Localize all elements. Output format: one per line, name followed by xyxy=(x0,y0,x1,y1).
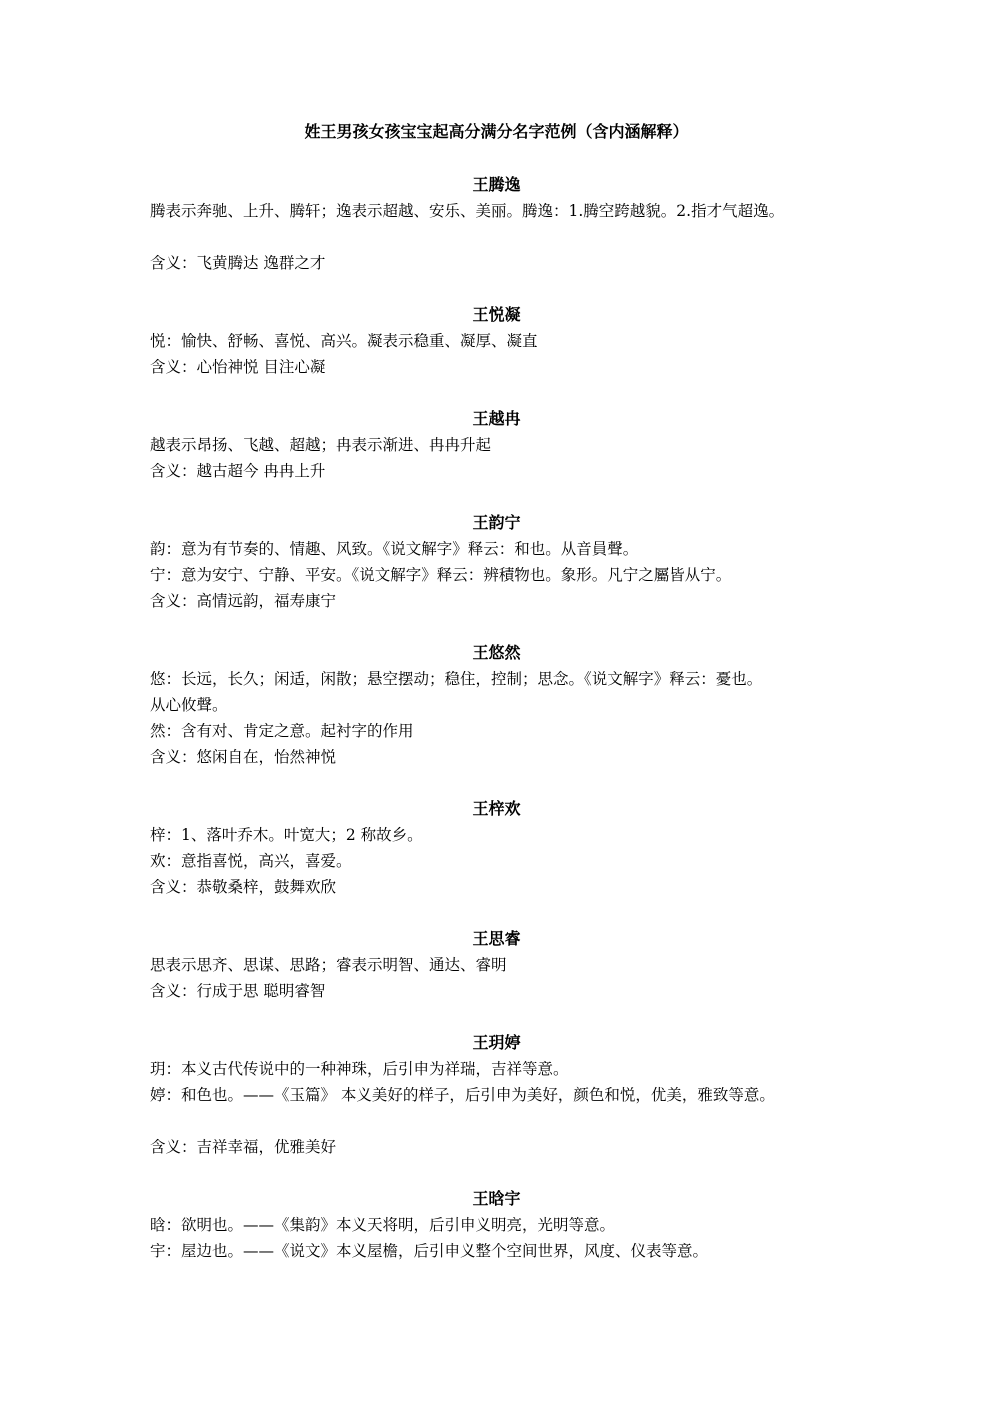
explanation-line: 然：含有对、肯定之意。起衬字的作用 xyxy=(150,722,414,740)
explanation-line: 悦：愉快、舒畅、喜悦、高兴。凝表示稳重、凝厚、凝直 xyxy=(150,332,538,350)
document-title: 姓王男孩女孩宝宝起高分满分名字范例（含内涵解释） xyxy=(304,122,689,141)
explanation-line: 晗：欲明也。——《集韵》本义天将明，后引申义明亮，光明等意。 xyxy=(150,1216,616,1234)
explanation-line: 婷：和色也。——《玉篇》 本义美好的样子，后引申为美好，颜色和悦，优美，雅致等意。 xyxy=(150,1086,775,1104)
explanation-line: 梓：1、落叶乔木。叶宽大；2 称故乡。 xyxy=(150,826,423,844)
explanation-line: 越表示昂扬、飞越、超越；冉表示渐进、冉冉升起 xyxy=(150,436,492,454)
explanation-line: 从心攸聲。 xyxy=(150,696,228,714)
name-heading: 王腾逸 xyxy=(472,175,521,194)
explanation-line: 腾表示奔驰、上升、腾轩；逸表示超越、安乐、美丽。腾逸：1.腾空跨越貌。2.指才气超逸。 xyxy=(150,202,785,220)
meaning-line: 含义：悠闲自在，怡然神悦 xyxy=(150,748,337,766)
name-heading: 王韵宁 xyxy=(472,513,521,532)
name-heading: 王越冉 xyxy=(472,409,521,428)
meaning-line: 含义：心怡神悦 目注心凝 xyxy=(150,358,326,376)
name-heading: 王梓欢 xyxy=(472,799,521,818)
name-heading: 王晗宇 xyxy=(472,1189,521,1208)
name-heading: 王思睿 xyxy=(472,929,521,948)
explanation-line: 思表示思齐、思谋、思路；睿表示明智、通达、睿明 xyxy=(150,956,507,974)
meaning-line: 含义：恭敬桑梓，鼓舞欢欣 xyxy=(150,878,337,896)
name-heading: 王悦凝 xyxy=(472,305,521,324)
explanation-line: 玥：本义古代传说中的一种神珠，后引申为祥瑞，吉祥等意。 xyxy=(150,1060,569,1078)
meaning-line: 含义：高情远韵，福寿康宁 xyxy=(150,592,337,610)
name-heading: 王悠然 xyxy=(472,643,521,662)
name-heading: 王玥婷 xyxy=(472,1033,521,1052)
meaning-line: 含义：吉祥幸福，优雅美好 xyxy=(150,1138,337,1156)
explanation-line: 欢：意指喜悦，高兴，喜爱。 xyxy=(150,852,352,870)
explanation-line: 韵：意为有节奏的、情趣、风致。《说文解字》释云：和也。从音員聲。 xyxy=(150,540,639,558)
meaning-line: 含义：行成于思 聪明睿智 xyxy=(150,982,326,1000)
meaning-line: 含义：飞黄腾达 逸群之才 xyxy=(150,254,326,272)
explanation-line: 宇：屋边也。——《说文》本义屋檐，后引申义整个空间世界，风度、仪表等意。 xyxy=(150,1242,709,1260)
explanation-line: 宁：意为安宁、宁静、平安。《说文解字》释云：辨積物也。象形。凡宁之屬皆从宁。 xyxy=(150,566,732,584)
meaning-line: 含义：越古超今 冉冉上升 xyxy=(150,462,326,480)
explanation-line: 悠：长远，长久；闲适，闲散；悬空摆动；稳住，控制；思念。《说文解字》释云：憂也。 xyxy=(150,670,763,688)
